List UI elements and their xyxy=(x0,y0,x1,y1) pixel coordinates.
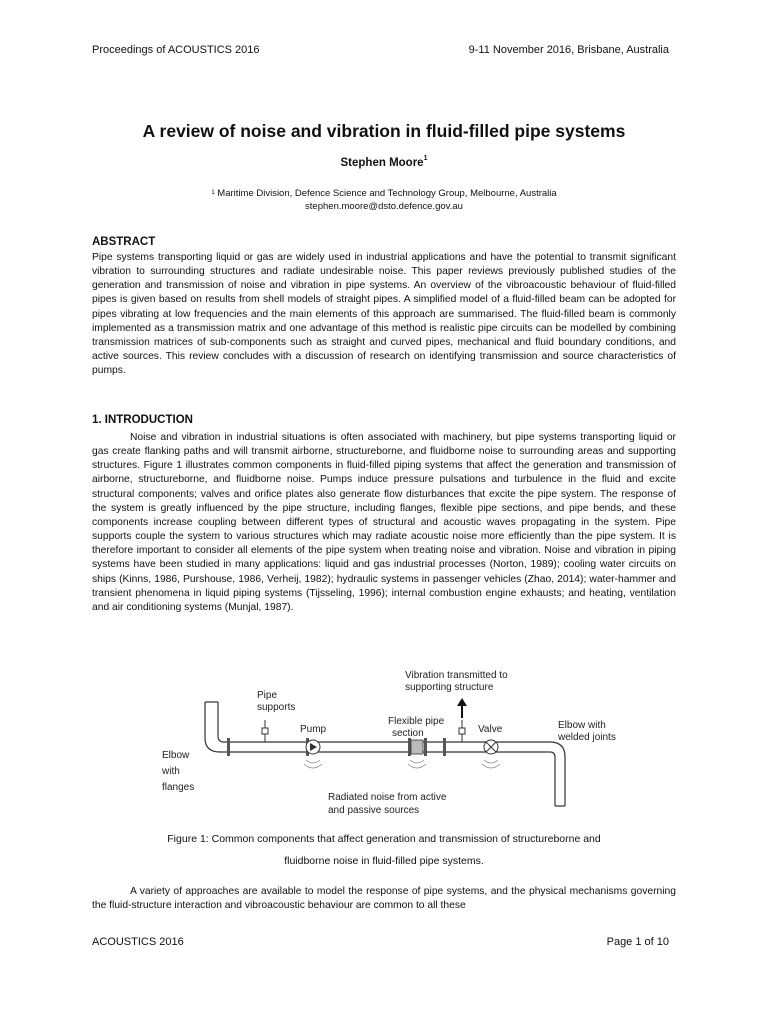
paragraph-2-text: A variety of approaches are available to model the response of pipe systems, and the physical mechanisms governing the fluid-structure interaction and vibroacoustic behaviour are common to all these xyxy=(92,886,676,912)
footer-page-number: Page 1 of 10 xyxy=(606,936,669,948)
label-pump: Pump xyxy=(300,724,327,735)
label-elbow-flanges-1: Elbow xyxy=(162,750,190,761)
affiliation-line xyxy=(0,187,768,200)
paragraph-2 xyxy=(92,885,676,913)
footer-conference: ACOUSTICS 2016 xyxy=(92,936,184,948)
affiliation xyxy=(0,187,768,213)
figure-caption-line-1: Figure 1: Common components that affect generation and transmission of structureborne and xyxy=(167,833,601,845)
header-proceedings: Proceedings of ACOUSTICS 2016 xyxy=(92,44,260,56)
intro-paragraph xyxy=(92,431,676,615)
flange-3 xyxy=(443,738,446,756)
label-flex-2: section xyxy=(392,728,424,739)
label-elbow-weld-2: welded joints xyxy=(558,732,616,743)
label-radiated-1: Radiated noise from active xyxy=(328,792,447,803)
label-vibration-1: Vibration transmitted to xyxy=(405,670,508,681)
flange-4 xyxy=(408,738,411,756)
label-flex-1: Flexible pipe xyxy=(388,716,445,727)
label-supports-2: supports xyxy=(257,702,296,713)
affiliation-text: Maritime Division, Defence Science and Technology Group, Melbourne, Australia xyxy=(214,188,557,199)
author-name: Stephen Moore xyxy=(340,157,424,169)
author-email: stephen.moore@dsto.defence.gov.au xyxy=(305,201,463,212)
label-elbow-flanges-3: flanges xyxy=(162,782,195,793)
figure-caption-line-2: fluidborne noise in fluid-filled pipe systems. xyxy=(284,855,484,867)
abstract-text: Pipe systems transporting liquid or gas are widely used in industrial applications and have the potential to transmit significant vibration to surrounding structures and radiate undesirable noise. This paper reviews previously published studies of the generation and transmission of noise and vibration in pipe systems. An overview of the vibroacoustic behaviour of fluid-filled pipes is given based on results from shell models of straight pipes. A simplified model of a fluid-filled beam can be adopted for pipes vibrating at low frequencies and the main elements of this approach are summarised. The fluid-filled beam is commonly implemented as a transmission matrix and one advantage of this method is realistic pipe circuits can be modelled by combining transmission matrices of sub-components such as straight and curved pipes, mechanical and fluid boundary conditions, and active sources. This review concludes with a discussion of research on identifying transmission and source characteristics of pumps. xyxy=(92,252,676,377)
flange-5 xyxy=(424,738,427,756)
flange-1 xyxy=(227,738,230,756)
arrow-up-icon xyxy=(457,698,467,718)
valve-icon xyxy=(484,740,498,754)
radiated-noise-icon xyxy=(304,760,500,768)
pump-icon xyxy=(306,740,320,754)
label-supports-1: Pipe xyxy=(257,690,278,701)
abstract-heading: ABSTRACT xyxy=(92,236,156,248)
paper-title: A review of noise and vibration in fluid-filled pipe systems xyxy=(142,121,626,141)
label-valve: Valve xyxy=(478,724,503,735)
author-line xyxy=(0,157,768,169)
header-date-location: 9-11 November 2016, Brisbane, Australia xyxy=(468,44,669,56)
author-mark: 1 xyxy=(423,155,428,162)
affiliation-mark: 1 xyxy=(211,190,215,196)
label-radiated-2: and passive sources xyxy=(328,805,420,816)
intro-heading: 1. INTRODUCTION xyxy=(92,414,193,426)
label-elbow-weld-1: Elbow with xyxy=(558,720,606,731)
label-vibration-2: supporting structure xyxy=(405,682,494,693)
intro-text: Noise and vibration in industrial situations is often associated with machinery, but pipe systems transporting liquid or gas create flanking paths and will transmit airborne, structureborne, and fluidborne noise to surrounding areas and supporting structures. Figure 1 illustrates common components in fluid-filled piping systems that affect the generation and transmission of airborne, structureborne, and fluidborne noise. Pumps induce pressure pulsations and turbulence in the fluid and excite structural components; valves and orifice plates also generate flow disturbances that excite the pipe system. The response of the system is greatly influenced by the pipe structure, including flanges, flexible pipe sections, and pipe bends, and these components increase coupling between different types of structural and acoustic waves propagating in the system. Pipe supports couple the system to various structures which may radiate acoustic noise more efficiently than the pipe system. It is therefore important to consider all elements of the pipe system when treating noise and vibration. Noise and vibration in piping systems have been studied in many applications: liquid and gas industrial processes (Norton, 1989); cooling water circuits on ships (Kinns, 1986, Purshouse, 1986, Verheij, 1982); hydraulic systems in passenger vehicles (Zhao, 2014); water-hammer and transient phenomena in liquid piping systems (Tijsseling, 1996); internal combustion engine exhausts; and heating, ventilation and air conditioning systems (Munjal, 1987). xyxy=(92,432,676,613)
figure-1-pipe-diagram xyxy=(160,670,616,820)
label-elbow-flanges-2: with xyxy=(162,766,180,777)
